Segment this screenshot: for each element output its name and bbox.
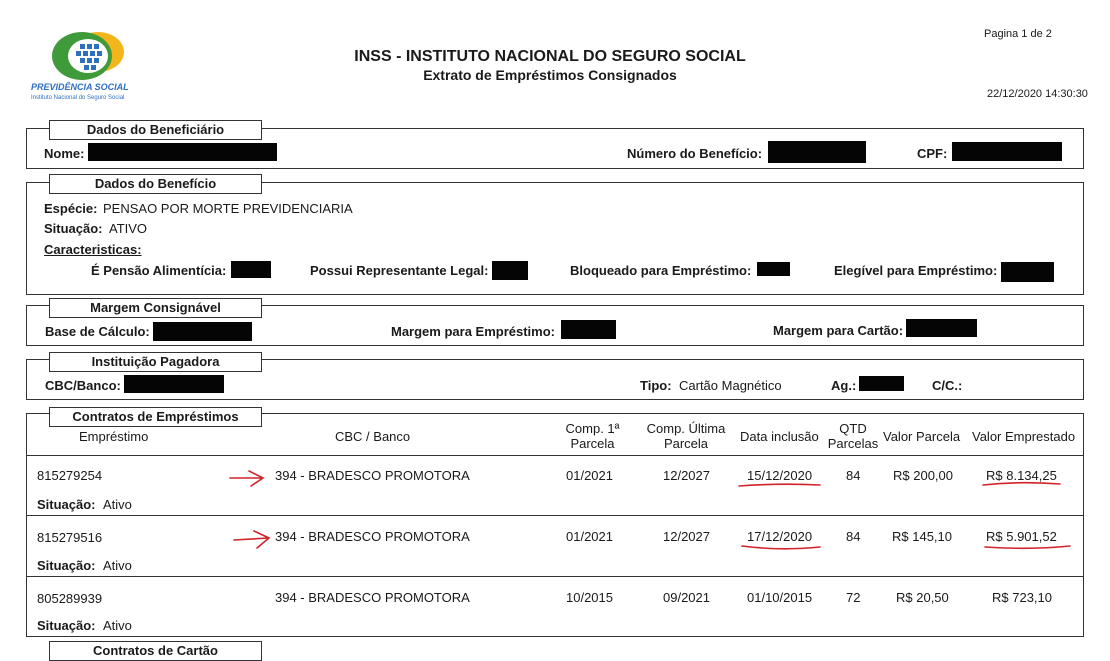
bloqueado-redacted xyxy=(757,262,790,276)
row-data-inclusao: 01/10/2015 xyxy=(747,590,813,605)
row-situacao-value: Ativo xyxy=(103,558,132,573)
row-data-inclusao: 15/12/2020 xyxy=(747,468,813,483)
contratos-legend: Contratos de Empréstimos xyxy=(49,407,262,427)
agencia-redacted xyxy=(859,376,904,391)
cpf-label: CPF: xyxy=(917,146,948,161)
col-header-valor-emprestado: Valor Emprestado xyxy=(972,429,1076,444)
table-row[interactable] xyxy=(27,456,1083,515)
col-header-qtd-line1: QTD xyxy=(839,421,867,436)
row-valor-emprestado: R$ 5.901,52 xyxy=(986,529,1057,544)
row-comp-ultima: 09/2021 xyxy=(663,590,710,605)
row-valor-parcela: R$ 20,50 xyxy=(896,590,949,605)
conta-label: C/C.: xyxy=(932,378,963,393)
logo xyxy=(30,26,145,106)
beneficiario-legend: Dados do Beneficiário xyxy=(49,120,262,140)
margem-legend: Margem Consignável xyxy=(49,298,262,318)
situacao-value: ATIVO xyxy=(109,221,148,236)
representante-legal-redacted xyxy=(492,261,528,280)
base-calculo-redacted xyxy=(153,322,252,341)
col-header-valor-parcela: Valor Parcela xyxy=(883,429,961,444)
previdencia-logo-icon xyxy=(30,26,145,86)
pensao-alimenticia-label: É Pensão Alimentícia: xyxy=(91,263,227,278)
row-banco: 394 - BRADESCO PROMOTORA xyxy=(275,468,470,483)
cpf-redacted xyxy=(952,142,1062,161)
col-header-comp1-line1: Comp. 1ª xyxy=(565,421,620,436)
especie-label: Espécie: xyxy=(44,201,98,216)
page-subtitle: Extrato de Empréstimos Consignados xyxy=(423,67,677,83)
numero-beneficio-redacted xyxy=(768,141,866,163)
row-emprestimo: 815279516 xyxy=(37,530,103,545)
col-header-qtd-line2: Parcelas xyxy=(827,436,879,451)
cbc-banco-label: CBC/Banco: xyxy=(45,378,121,393)
nome-redacted xyxy=(88,143,277,161)
col-header-qtd xyxy=(824,421,882,451)
row-emprestimo: 815279254 xyxy=(37,468,103,483)
row-banco: 394 - BRADESCO PROMOTORA xyxy=(275,590,470,605)
elegivel-label: Elegível para Empréstimo: xyxy=(834,263,998,278)
col-header-comp-ultima xyxy=(640,421,732,451)
col-header-comp1-line2: Parcela xyxy=(570,436,615,451)
row-valor-emprestado: R$ 723,10 xyxy=(992,590,1052,605)
row-data-inclusao: 17/12/2020 xyxy=(747,529,813,544)
cartao-legend: Contratos de Cartão xyxy=(49,641,262,661)
row-emprestimo: 805289939 xyxy=(37,591,103,606)
elegivel-redacted xyxy=(1001,262,1054,282)
col-header-comp-ultima-line2: Parcela xyxy=(663,436,709,451)
row-situacao-label: Situação: xyxy=(37,497,96,512)
margem-cartao-label: Margem para Cartão: xyxy=(773,323,904,338)
row-situacao-label: Situação: xyxy=(37,558,96,573)
table-row[interactable] xyxy=(27,577,1083,636)
logo-text: PREVIDÊNCIA SOCIAL xyxy=(31,82,129,92)
base-calculo-label: Base de Cálculo: xyxy=(45,324,150,339)
margem-cartao-redacted xyxy=(906,319,977,337)
especie-value: PENSAO POR MORTE PREVIDENCIARIA xyxy=(103,201,353,216)
col-header-comp-ultima-line1: Comp. Última xyxy=(646,421,726,436)
cbc-banco-redacted xyxy=(124,375,224,393)
row-comp-ultima: 12/2027 xyxy=(663,468,710,483)
row-situacao-value: Ativo xyxy=(103,497,132,512)
numero-beneficio-label: Número do Benefício: xyxy=(627,146,763,161)
row-banco: 394 - BRADESCO PROMOTORA xyxy=(275,529,470,544)
row-comp-ultima: 12/2027 xyxy=(663,529,710,544)
table-row[interactable] xyxy=(27,516,1083,575)
row-qtd: 72 xyxy=(846,590,861,605)
pensao-alimenticia-redacted xyxy=(231,261,271,278)
page-title: INSS - INSTITUTO NACIONAL DO SEGURO SOCIAL xyxy=(354,48,746,65)
beneficio-section xyxy=(26,182,1084,295)
logo-subtext: Instituto Nacional do Seguro Social xyxy=(31,95,125,101)
row-valor-emprestado: R$ 8.134,25 xyxy=(986,468,1057,483)
col-header-comp1 xyxy=(555,421,630,451)
margem-emprestimo-redacted xyxy=(561,320,616,339)
beneficio-legend: Dados do Benefício xyxy=(49,174,262,194)
report-datetime: 22/12/2020 14:30:30 xyxy=(987,88,1088,100)
agencia-label: Ag.: xyxy=(831,378,857,393)
caracteristicas-label: Caracteristicas: xyxy=(44,242,142,257)
page-info: Pagina 1 de 2 xyxy=(984,28,1052,40)
row-qtd: 84 xyxy=(846,529,861,544)
row-comp1: 10/2015 xyxy=(566,590,613,605)
row-valor-parcela: R$ 200,00 xyxy=(893,468,953,483)
col-header-data-inclusao: Data inclusão xyxy=(740,429,819,444)
col-header-emprestimo: Empréstimo xyxy=(79,429,149,444)
tipo-value: Cartão Magnético xyxy=(679,378,782,393)
col-header-banco: CBC / Banco xyxy=(335,429,411,444)
tipo-label: Tipo: xyxy=(640,378,672,393)
row-qtd: 84 xyxy=(846,468,861,483)
margem-emprestimo-label: Margem para Empréstimo: xyxy=(391,324,555,339)
nome-label: Nome: xyxy=(44,146,85,161)
pagadora-legend: Instituição Pagadora xyxy=(49,352,262,372)
row-valor-parcela: R$ 145,10 xyxy=(892,529,952,544)
row-situacao-label: Situação: xyxy=(37,618,96,633)
row-comp1: 01/2021 xyxy=(566,529,613,544)
bloqueado-label: Bloqueado para Empréstimo: xyxy=(570,263,752,278)
row-situacao-value: Ativo xyxy=(103,618,132,633)
representante-legal-label: Possui Representante Legal: xyxy=(310,263,489,278)
situacao-label: Situação: xyxy=(44,221,103,236)
row-comp1: 01/2021 xyxy=(566,468,613,483)
